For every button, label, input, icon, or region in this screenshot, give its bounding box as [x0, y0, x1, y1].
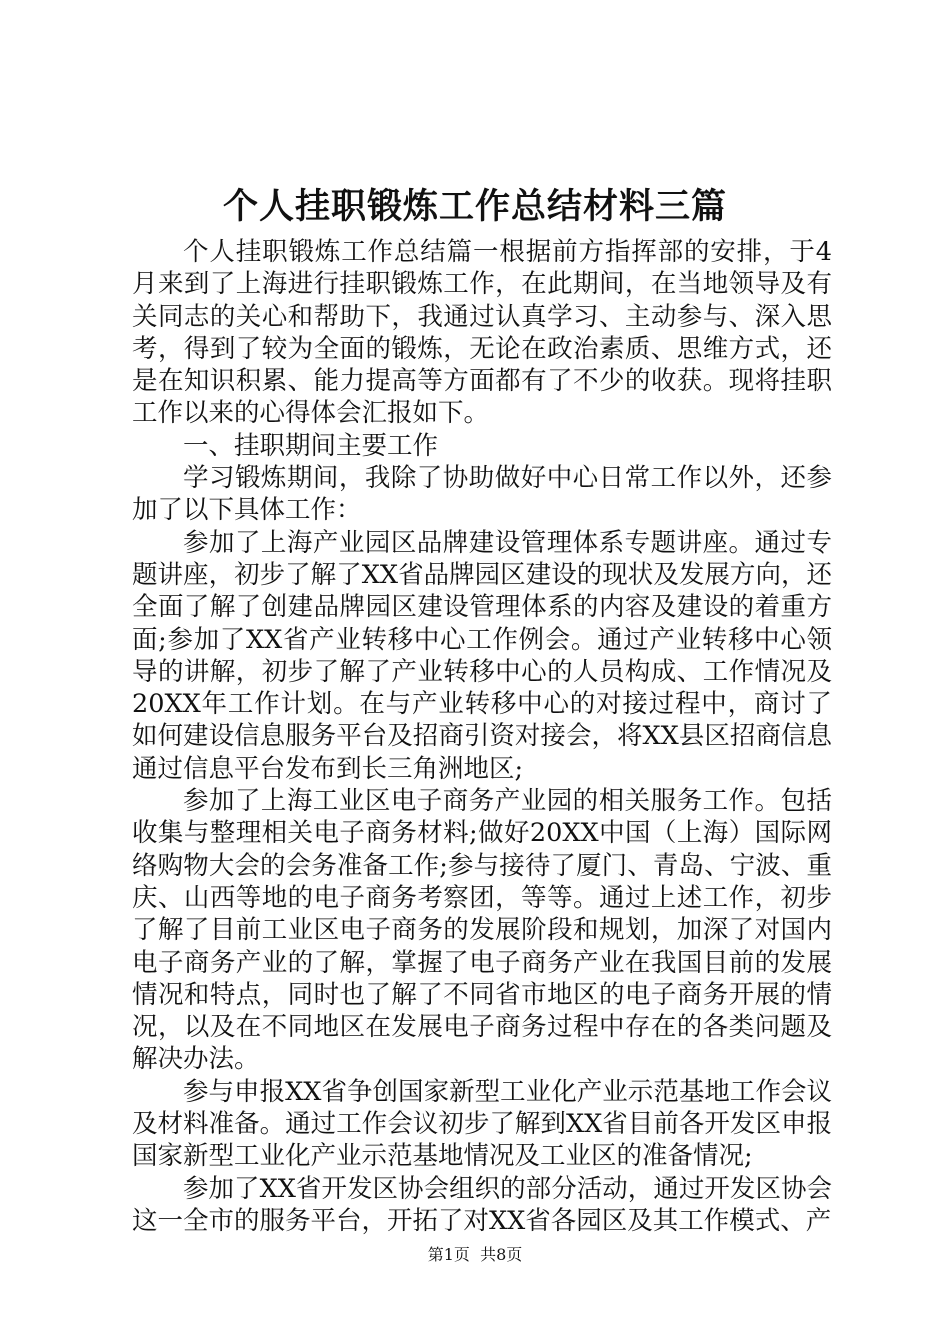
- paragraph: 参加了XX省开发区协会组织的部分活动，通过开发区协会这一全市的服务平台，开拓了对XX省各园区及其工作模式、产: [132, 1173, 832, 1236]
- paragraph: 参与申报XX省争创国家新型工业化产业示范基地工作会议及材料准备。通过工作会议初步了解到XX省目前各开发区申报国家新型工业化产业示范基地情况及工业区的准备情况;: [132, 1076, 832, 1172]
- page-footer: 第1页 共8页: [427, 1245, 523, 1264]
- section-heading: 一、挂职期间主要工作: [183, 430, 439, 461]
- paragraph: 个人挂职锻炼工作总结篇一根据前方指挥部的安排，于4月来到了上海进行挂职锻炼工作，在此期间，在当地领导及有关同志的关心和帮助下，我通过认真学习、主动参与、深入思考，得到了较为全面的锻炼，无论在政治素质、思维方式，还是在知识积累、能力提高等方面都有了不少的收获。现将挂职工作以来的心得体会汇报如下。: [132, 237, 832, 429]
- paragraph: 学习锻炼期间，我除了协助做好中心日常工作以外，还参加了以下具体工作：: [132, 463, 832, 526]
- paragraph: 参加了上海工业区电子商务产业园的相关服务工作。包括收集与整理相关电子商务材料;做好20XX中国（上海）国际网络购物大会的会务准备工作;参与接待了厦门、青岛、宁波、重庆、山西等地的电子商务考察团，等等。通过上述工作，初步了解了目前工业区电子商务的发展阶段和规划，加深了对国内电子商务产业的了解，掌握了电子商务产业在我国目前的发展情况和特点，同时也了解了不同省市地区的电子商务开展的情况，以及在不同地区在发展电子商务过程中存在的各类问题及解决办法。: [132, 786, 832, 1075]
- document-body: [132, 236, 832, 1237]
- paragraph: 参加了上海产业园区品牌建设管理体系专题讲座。通过专题讲座，初步了解了XX省品牌园区建设的现状及发展方向，还全面了解了创建品牌园区建设管理体系的内容及建设的着重方面;参加了XX省产业转移中心工作例会。通过产业转移中心领导的讲解，初步了解了产业转移中心的人员构成、工作情况及20XX年工作计划。在与产业转移中心的对接过程中，商讨了如何建设信息服务平台及招商引资对接会，将XX县区招商信息通过信息平台发布到长三角洲地区;: [132, 527, 832, 784]
- document-title: 个人挂职锻炼工作总结材料三篇: [222, 186, 727, 227]
